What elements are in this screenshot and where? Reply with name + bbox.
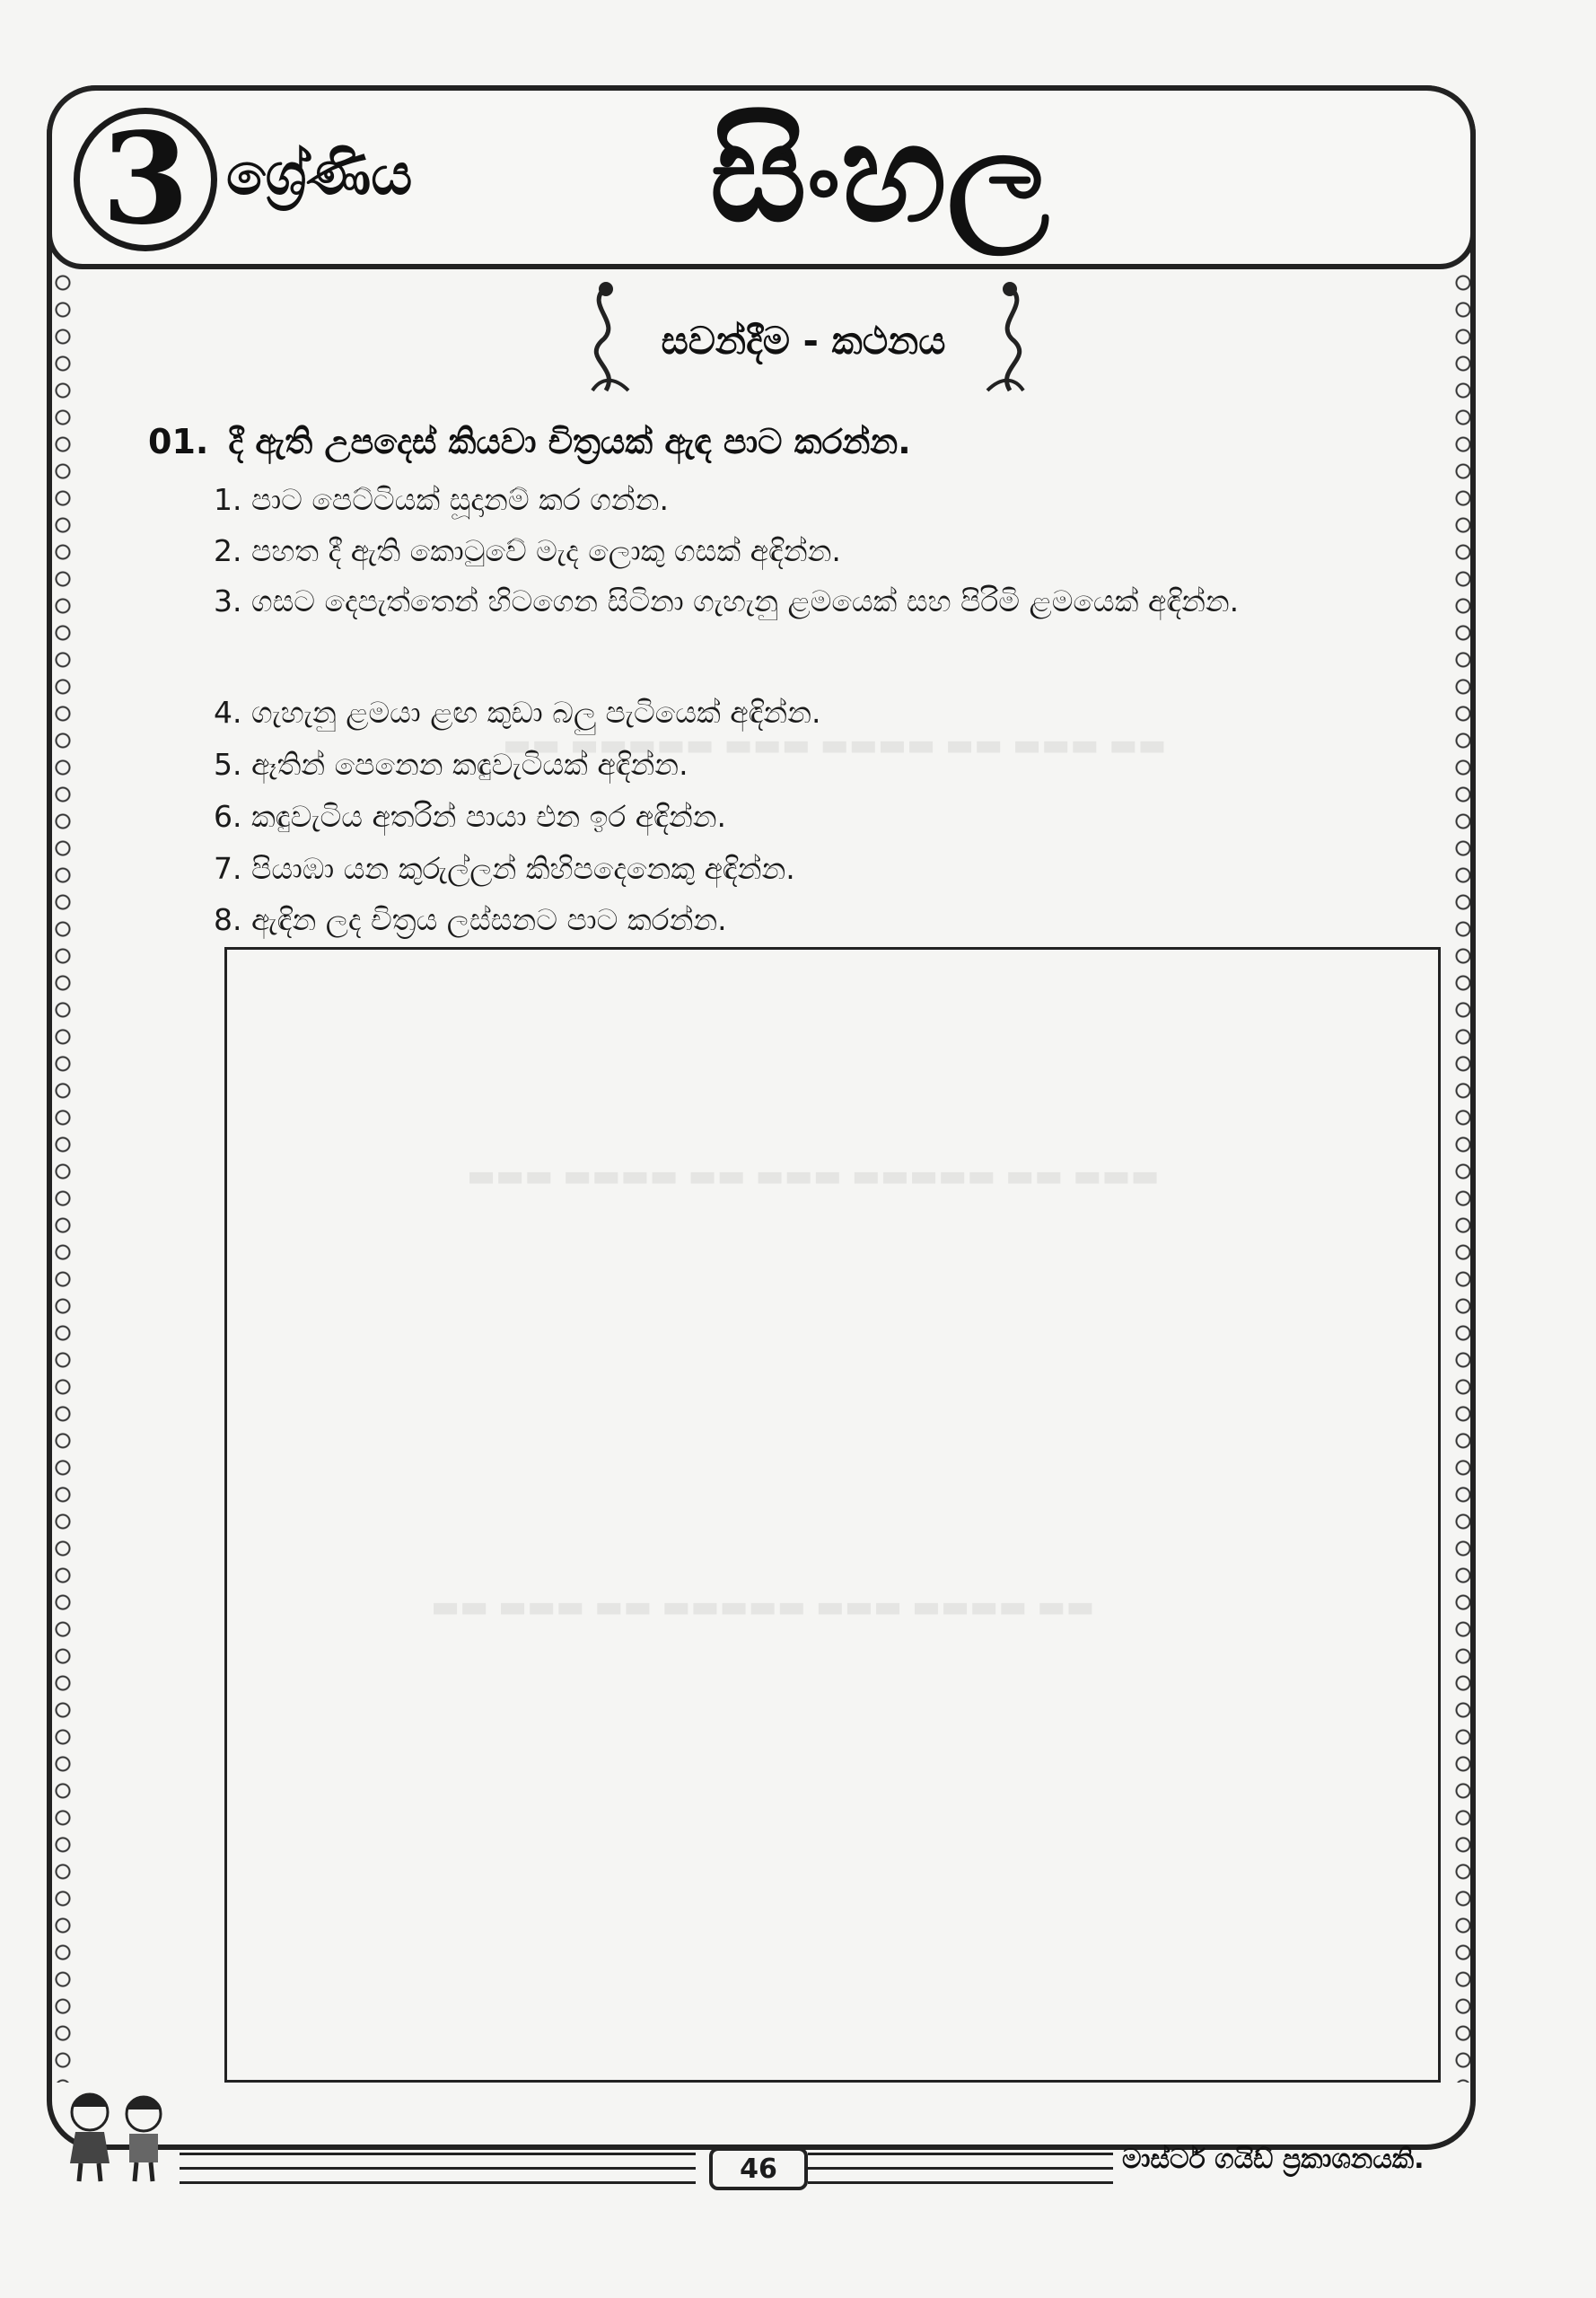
footer-rule [180, 2167, 696, 2170]
instruction-step: 2. පහත දී ඇති කොටුවේ මැද ලොකු ගසක් අඳින්න. [214, 533, 841, 568]
question-heading [148, 422, 911, 462]
footer-rule [808, 2153, 1113, 2155]
instruction-step: 4. ගැහැනු ළමයා ළඟ කුඩා බලු පැටියෙක් අඳින්න. [214, 695, 821, 730]
instruction-step: 7. පියාඹා යන කුරුල්ලන් කිහිපදෙනෙකු අඳින්න. [214, 851, 795, 886]
page-number: 46 [709, 2147, 808, 2190]
footer-rule [808, 2181, 1113, 2184]
subject-title: සිංහල [709, 96, 1050, 252]
children-illustration-icon [56, 2087, 181, 2186]
instruction-step: 3. ගසට දෙපැත්තෙන් හිටගෙන සිටිනා ගැහැනු ළමයෙක් සහ පිරිමි ළමයෙක් අඳින්න. [214, 583, 1240, 618]
instruction-step: 1. පාට පෙට්ටියක් සූදානම් කර ගන්න. [214, 482, 669, 517]
question-number: 01. [148, 422, 209, 461]
show-through-text: ▬▬ ▬▬▬ ▬▬ ▬▬▬▬ ▬▬▬ ▬▬▬▬▬ ▬▬ [503, 727, 1167, 763]
instruction-step: 8. ඇඳින ලද චිත්‍රය ලස්සනට පාට කරන්න. [214, 902, 727, 937]
grade-number: 3 [101, 106, 189, 253]
grade-label: ශ්‍රේණිය [226, 142, 413, 208]
instruction-step: 6. කඳුවැටිය අතරින් පායා එන ඉර අඳින්න. [214, 799, 727, 834]
section-title: සවන්දීම - කථනය [661, 319, 946, 363]
instruction-step: 5. ඈතින් පෙනෙන කඳුවැටියක් අඳින්න. [214, 747, 688, 782]
footer-rule [180, 2153, 696, 2155]
question-text: දී ඇති උපදෙස් කියවා චිත්‍රයක් ඇඳ පාට කරන්න. [228, 422, 911, 461]
show-through-text: ▬▬ ▬▬▬▬ ▬▬▬ ▬▬▬▬▬ ▬▬ ▬▬▬ ▬▬ [431, 1589, 1095, 1625]
grade-badge [74, 108, 217, 251]
publisher-credit: මාස්ටර් ගයිඩ් ප්‍රකාශනයකි. [1122, 2144, 1425, 2175]
footer-rule [808, 2167, 1113, 2170]
show-through-text: ▬▬▬ ▬▬ ▬▬▬▬▬ ▬▬▬ ▬▬ ▬▬▬▬ ▬▬▬ [467, 1158, 1160, 1194]
right-flourish-icon [978, 278, 1041, 399]
footer-rule [180, 2181, 696, 2184]
drawing-area[interactable] [224, 947, 1441, 2083]
